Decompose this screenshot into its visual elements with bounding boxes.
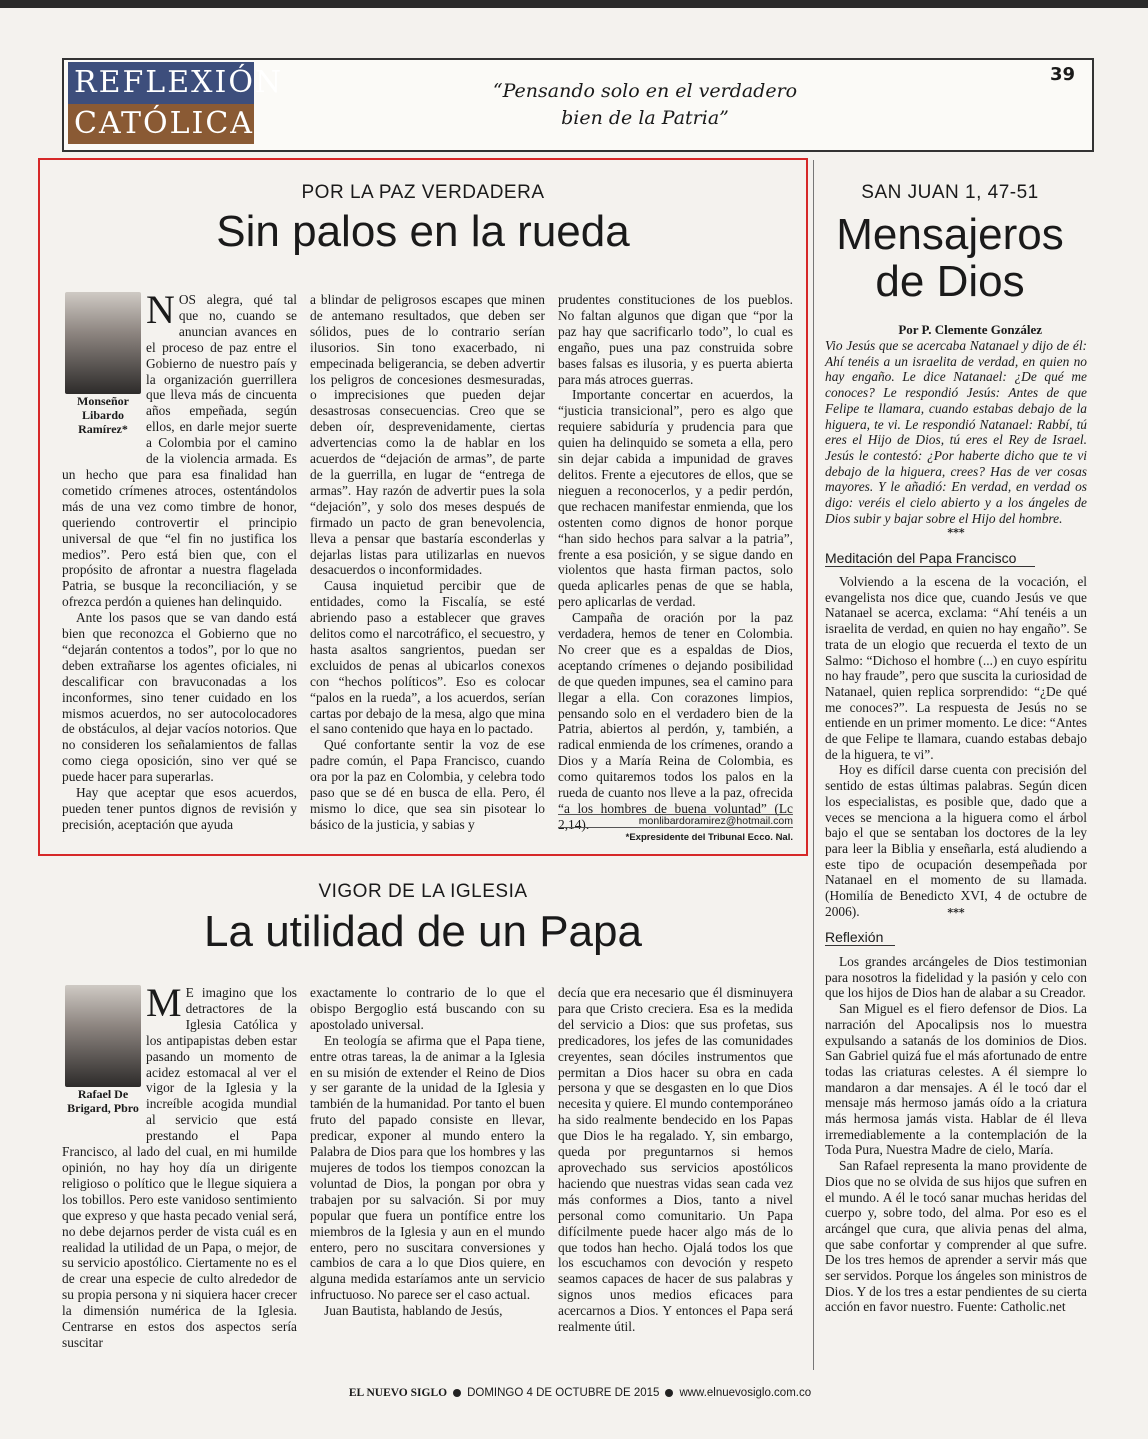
photo-spacer (62, 985, 146, 1135)
dropcap: M (146, 980, 182, 1025)
dropcap: N (146, 287, 175, 332)
page-footer (300, 1387, 860, 1399)
meditacion-text (825, 574, 1087, 919)
paragraph: exactamente lo contrario de lo que el obispo Bergoglio está buscando con su apostolado universal. (310, 985, 545, 1032)
article2-column-2 (310, 985, 545, 1319)
paragraph: En teología se afirma que el Papa tiene, entre otras tareas, la de animar a la Iglesia en su misión de extender el Reino de Dios y ser garante de la unidad de la Iglesia y también de la humanidad. Por tanto el buen fruto del papado consiste en llevar, predicar, exponer al mundo entero la Palabra de Dios para que los hombres y las mujeres de todos los tiempos conozcan la voluntad de Dios, la pongan por obra y trabajen por su salvación. Si por muy popular que fuera un pontífice entre los miembros de la Iglesia y aun en el mundo entero, pero no suscitara conversiones y cambios de cara a lo que Dios quiere, en alguna medida estaríamos ante un servicio infructuoso. No parece ser el caso actual. (310, 1032, 545, 1303)
paragraph: Qué confortante sentir la voz de ese padre común, el Papa Francisco, cuando ora por la paz en Colombia, y celebra todo paso que se dé en busca de ella. Pero, él mismo lo dice, que sea sin pisotear lo básico de la justicia, y sabias y (310, 737, 545, 832)
author-email: monlibardoramirez@hotmail.com (558, 814, 793, 828)
sidebar-headline-line2: de Dios (875, 257, 1025, 306)
author-caption: Rafael De Brigard, Pbro (67, 1087, 139, 1115)
top-strip (0, 0, 1148, 8)
page-number: 39 (1050, 64, 1076, 85)
footer-paper-name: EL NUEVO SIGLO (348, 1387, 448, 1399)
article2-column-1 (62, 980, 297, 1351)
paragraph: Importante concertar en acuerdos, la “justicia transicional”, pero es algo que requiere sabiduría y prudencia para que quien ha delinquido se someta a ella, pero sin dejar cabida a impunidad de graves delitos. Frente a ejecutores de ellos, que se nieguen a reconocerlos, y a pedir perdón, que rechacen manifestar enmienda, que los ostenten como dignos de honor porque “han sido hechos para salvar a la patria”, frente a esa posición, y se sigue dando en violentos que hasta firman pactos, solo queda aplicarles penas de que se habla, pero aplicarlas de verdad. (558, 387, 793, 610)
separator-stars: *** (947, 526, 965, 539)
paragraph: decía que era necesario que él disminuyera para que Cristo creciera. Esa es la medida del servicio a Dios: que sus profetas, sus predicadores, los jefes de las comunidades creyentes, sean dóciles instrumentos que permitan a Dios hacer su obra en cada persona y que se desgasten en lo que Dios necesita y quiere. El mundo contemporáneo ha sido realmente bendecido en los Papas que Dios le ha regalado. Y, sin embargo, queda por preguntarnos si hemos aprovechado sus servicios apostólicos haciendo que nuestras vidas sean cada vez más conformes a Dios, tanto a nivel personal como comunitario. Un Papa difícilmente puede hacer algo más de lo que todos han hecho. Ojalá todos los que los escuchamos con devoción y respeto seamos capaces de hacer de sus palabras y signos unos medios eficaces para acercarnos a Dios. Y entonces el Papa será realmente útil. (558, 985, 793, 1335)
article2-headline: La utilidad de un Papa (204, 907, 642, 956)
sidebar-kicker: SAN JUAN 1, 47-51 (861, 182, 1039, 203)
reflexion-text (825, 954, 1087, 1315)
article1-headline: Sin palos en la rueda (216, 207, 630, 256)
paragraph: Los grandes arcángeles de Dios testimonian para nosotros la fidelidad y la pasión y celo con que los hijos de Dios han de alabar a su Creador. (825, 954, 1087, 1001)
paragraph: E imagino que los detractores de la Iglesia Católica y los antipapistas deben estar pasando un momento de acidez estomacal al ver el vigor de la Iglesia y la increíble acogida mundial al servicio que está prestando el Papa Francisco, al lado del cual, en mi humilde opinión, no hay hoy día un dirigente religioso o político que le llegue siquiera a los tobillos. Pero este vanidoso sentimiento que expreso y que hasta pecado venial será, no debe dejarnos perder de vista cuál es en realidad la utilidad de un Papa, o mejor, de su servicio apostólico. Ciertamente no es el de crear una especie de culto alrededor de su propia persona y ni siquiera hacer crecer la dimensión numérica de la Iglesia. Centrarse en estos dos aspectos sería suscitar (62, 985, 297, 1350)
paragraph: San Rafael representa la mano providente de Dios que no se olvida de sus hijos que sufren en el mundo. A él le tocó sanar muchas heridas del cuerpo y, sobre todo, del alma. Por eso es el arcángel que cura, que alivia penas del alma, que sabe confortar y comprender al que sufre. De los tres hemos de aprender a servir más que ser servidos. Porque los ángeles son ministros de Dios. Y de los tres a estar pendientes de su cierta acción en favor nuestro. Fuente: Catholic.net (825, 1158, 1087, 1315)
article2-kicker: VIGOR DE LA IGLESIA (318, 881, 528, 902)
photo-spacer (62, 292, 146, 458)
masthead-quote: “Pensando solo en el verdadero bien de la Patria” (492, 80, 798, 129)
footer-date: DOMINGO 4 DE OCTUBRE DE 2015 (467, 1387, 660, 1399)
paragraph: Hay que aceptar que esos acuerdos, pueden tener puntos dignos de revisión y precisión, aceptación que ayuda (62, 785, 297, 832)
sidebar-headline-line1: Mensajeros (836, 210, 1064, 259)
paragraph: Causa inquietud percibir que de entidades, como la Fiscalía, se esté abriendo paso a establecer que graves delitos como el narcotráfico, el secuestro, y hasta asaltos sangrientos, puedan ser excluidos de penas al ubicarlos conexos con “hechos políticos”. Eso es colocar “palos en la rueda”, a los acuerdos, serían cartas por debajo de la mesa, algo que mina el sano contenido que haya en lo pactado. (310, 578, 545, 737)
separator-stars: *** (947, 906, 965, 919)
article1-column-3 (558, 292, 793, 833)
article2-column-3 (558, 985, 793, 1335)
article1-column-1 (62, 287, 297, 833)
gospel-text: Vio Jesús que se acercaba Natanael y dijo de él: Ahí tenéis a un israelita de verdad, en quien no hay engaño. Le dice Natanael: ¿De qué me conoces? Le respondió Jesús: Antes de que Felipe te llamara, cuando estabas debajo de la higuera, te vi. Le respondió Natanael: Rabbí, tú eres el Hijo de Dios, tú eres el Rey de Israel. Jesús le contestó: ¿Por haberte dicho que te vi debajo de la higuera, crees? Has de ver cosas mayores. Y le añadió: En verdad, en verdad os digo: veréis el cielo abierto y a los ángeles de Dios subir y bajar sobre el Hijo del hombre. (825, 338, 1087, 526)
column-rule (813, 160, 814, 1370)
section-title-reflexion-sidebar: Reflexión (825, 929, 895, 946)
paragraph: Hoy es difícil darse cuenta con precisión del sentido de estas últimas palabras. Según dicen los especialistas, es posible que, dado que a veces se menciona a la higuera como el árbol bajo el que se sentaban los doctores de la ley para leer la Biblia y enseñarla, está aludiendo a este tipo de ocupación desempeñada por Natanael en el momento de su llamada. (Homilía de Benedicto XVI, 4 de octubre de 2006). (825, 762, 1087, 919)
paragraph: a blindar de peligrosos escapes que minen de antemano resultados, que deben ser sólidos, pues de lo contrario serían ilusorios. Sin tono exacerbado, ni empecinada beligerancia, se deben advertir los peligros de concesiones desmesuradas, o imprecisiones que pueden dejar desastrosas consecuencias. Creo que se deben oír, desprevenidamente, ciertas advertencias como la de hablar en los acuerdos de “dejación de armas”, de parte de la guerrilla, en lugar de “entrega de armas”. Hay razón de advertir pues la sola “dejación”, y solo dos meses después de firmado un pacto de gran benevolencia, lleva a pensar que bastaría esconderlas y dejarlas listas para utilizarlas en nuevos desacuerdos o inconformidades. (310, 292, 545, 578)
paragraph: San Miguel es el fiero defensor de Dios. La narración del Apocalipsis nos lo muestra expulsando a satanás de los dominios de Dios. San Gabriel quizá fue el más afortunado de entre todas las criaturas celestes. A él siempre lo mandaron a dar mensajes. A él le tocó dar el mensaje más hermoso jamás oído a la criatura más hermosa jamás vista. Hablar de él lleva irremediablemente a la contemplación de la Toda Pura, Nuestra Madre de cielo, María. (825, 1001, 1087, 1158)
paragraph: prudentes constituciones de los pueblos. No faltan algunos que digan que “por la paz hay que sacrificarlo todo”, lo cual es engaño, pues una paz construida sobre bases falsas es ilusoria, y es puerta abierta para más atroces guerras. (558, 292, 793, 387)
bullet-icon (453, 1389, 461, 1397)
section-title-reflexion: REFLEXIÓN (68, 62, 254, 104)
author-caption: Monseñor Libardo Ramírez* (77, 394, 129, 436)
paragraph: Campaña de oración por la paz verdadera, hemos de tener en Colombia. No creer que es a espaldas de Dios, aceptando crímenes o dejando posibilidad de que queden impunes, sea el camino para llegar a ella. Con corazones limpios, pensando solo en el verdadero bien de la Patria, abiertos al perdón, y, también, a radical enmienda de los crímenes, orando a Dios y a María Reina de Colombia, es como quitaremos todos los palos en la rueda de cuanto nos lleve a la paz, ofrecida “a los hombres de buena voluntad” (Lc 2,14). (558, 610, 793, 832)
sidebar-byline: Por P. Clemente González (898, 322, 1042, 337)
author-credit: *Expresidente del Tribunal Ecco. Nal. (625, 832, 793, 843)
paragraph: Volviendo a la escena de la vocación, el evangelista nos dice que, cuando Jesús ve que Natanael se acerca, exclama: “Ahí tenéis a un israelita de verdad, en quien no hay engaño”. Se trata de un elogio que recuerda el texto de un Salmo: “Dichoso el hombre (...) en cuyo espíritu no hay fraude”, pero que suscita la curiosidad de Natanael, quien replica sorprendido: “¿De qué me conoces?”. La respuesta de Jesús no se entiende en un primer momento. Le dice: “Antes de que Felipe te llamara, cuando estabas debajo de la higuera, te vi”. (825, 574, 1087, 762)
paragraph: OS alegra, qué tal que no, cuando se anuncian avances en el proceso de paz entre el Gobierno de nuestro país y la organización guerrillera que lleva más de cincuenta años empeñada, según ellos, en darle mejor suerte a Colombia por el camino de la violencia armada. Es un hecho que para esa finalidad han cometido crímenes atroces, ostentándolos más de una vez como timbre de honor, queriendo controvertir el principio universal de que “el fin no justifica los medios”. Pero está bien que, con el propósito de afrontar a nuestra flagelada Patria, se busque la reconciliación, y se ofrezca perdón a quienes han delinquido. (62, 292, 297, 610)
bullet-icon (665, 1389, 673, 1397)
article1-column-2 (310, 292, 545, 833)
footer-url: www.elnuevosiglo.com.co (679, 1387, 812, 1399)
paragraph: Ante los pasos que se van dando está bien que reconozca el Gobierno que no “dejarán contentos a todos”, por lo que no deben extrañarse los agentes oficiales, ni descalificar con bravuconadas a los inconformes, sino tener cuidado en los mismos acuerdos, no ser autocolocadores de obstáculos, al dejar vacíos notorios. Que no consideren los señalamientos de fallas como ciega oposición, sino ver qué se puede hacer para superarlas. (62, 610, 297, 785)
section-title-catolica: CATÓLICA (68, 104, 254, 144)
article1-kicker: POR LA PAZ VERDADERA (301, 182, 545, 203)
section-title-meditacion: Meditación del Papa Francisco (825, 550, 1035, 567)
paragraph: Juan Bautista, hablando de Jesús, (324, 1303, 503, 1319)
